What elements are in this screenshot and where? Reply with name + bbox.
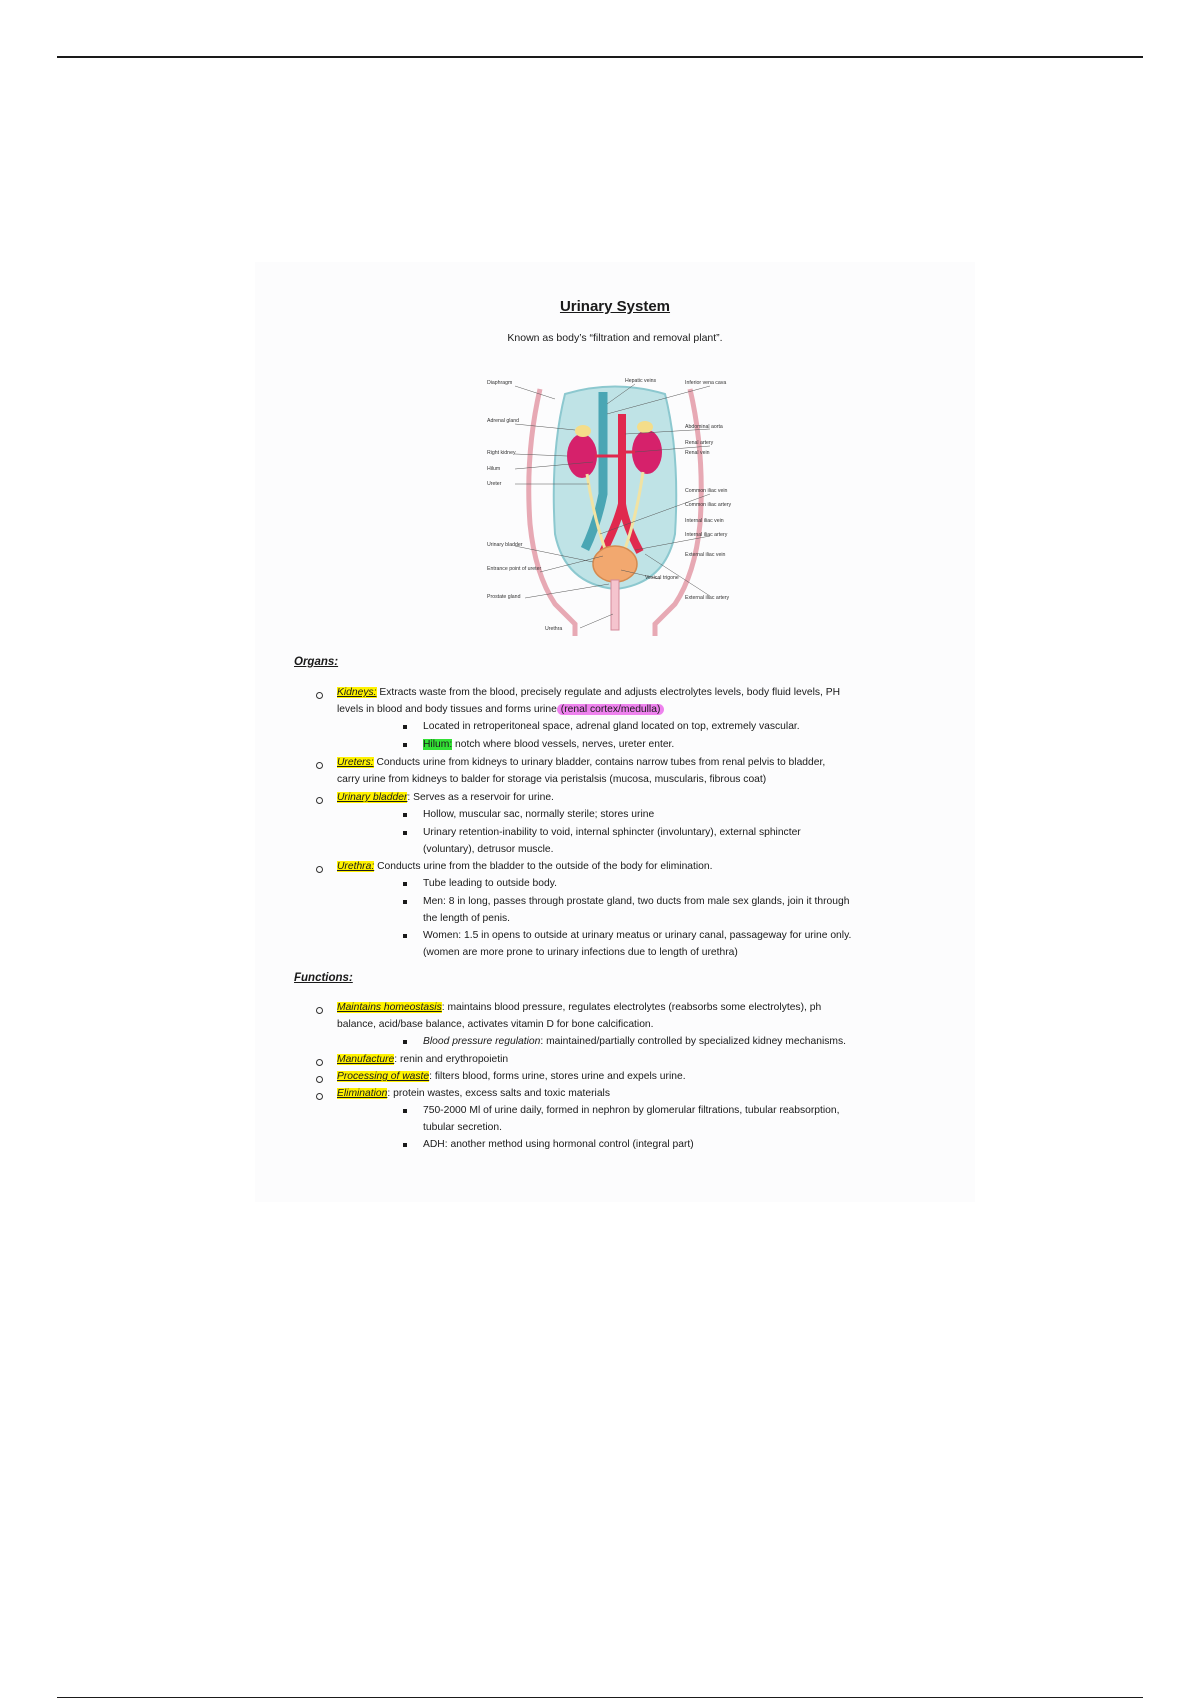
document-title: Urinary System	[559, 298, 671, 315]
label-external-iliac-artery: External iliac artery	[685, 595, 730, 601]
label-right-kidney: Right kidney	[487, 450, 516, 456]
label-prostate-gland: Prostate gland	[487, 594, 521, 600]
hilum-text: notch where blood vessels, nerves, ureter enter.	[452, 739, 675, 750]
bullet-circle	[316, 1093, 323, 1100]
bullet-circle	[316, 797, 323, 804]
label-common-iliac-artery: Common iliac artery	[685, 502, 732, 508]
ureters-item-cont: carry urine from kidneys to balder for storage via peristalsis (mucosa, muscularis, fibrous coat)	[337, 774, 767, 785]
bp-text: : maintained/partially controlled by specialized kidney mechanisms.	[540, 1036, 846, 1047]
bullet-circle	[316, 1076, 323, 1083]
functions-heading: Functions:	[294, 972, 353, 984]
label-abdominal-aorta: Abdominal aorta	[685, 424, 723, 430]
elimination-subitem: 750-2000 Ml of urine daily, formed in nephron by glomerular filtrations, tubular reabsorption,	[423, 1105, 840, 1116]
bullet-circle	[316, 1007, 323, 1014]
bullet-square	[403, 813, 407, 817]
bullet-circle	[316, 692, 323, 699]
label-hepatic-veins: Hepatic veins	[625, 378, 657, 384]
hilum-item	[423, 738, 674, 751]
bullet-square	[403, 1143, 407, 1147]
bullet-square	[403, 900, 407, 904]
document-body	[255, 262, 975, 1202]
bladder-item	[337, 791, 554, 804]
hilum-term: Hilum:	[423, 739, 453, 750]
document-page	[255, 262, 975, 1202]
manufacture-term: Manufacture	[337, 1054, 395, 1065]
label-entrance-point-of-ureter: Entrance point of ureter	[487, 566, 542, 572]
label-inferior-vena-cava: Inferior vena cava	[685, 380, 727, 386]
urethra-subitem: Tube leading to outside body.	[423, 878, 557, 889]
bottom-rule	[57, 1697, 1143, 1698]
label-urinary-bladder: Urinary bladder	[487, 542, 523, 548]
bladder-term: Urinary bladder	[337, 792, 408, 803]
kidneys-term: Kidneys:	[337, 687, 377, 698]
urethra-subitem-cont: the length of penis.	[423, 913, 511, 924]
label-urethra: Urethra	[545, 626, 563, 632]
processing-text: : filters blood, forms urine, stores urine and expels urine.	[429, 1071, 686, 1082]
organs-heading: Organs:	[294, 656, 339, 668]
bullet-square	[403, 1040, 407, 1044]
bullet-square	[403, 882, 407, 886]
homeostasis-item	[337, 1001, 821, 1014]
label-vesical-trigone: Vesical trigone	[645, 575, 679, 581]
processing-term: Processing of waste	[337, 1071, 430, 1082]
bp-item	[423, 1035, 846, 1048]
kidneys-text: Extracts waste from the blood, precisely regulate and adjusts electrolytes levels, body fluid levels, PH	[376, 687, 841, 698]
bladder-subitem-cont: (voluntary), detrusor muscle.	[423, 844, 554, 855]
label-internal-iliac-artery: Internal iliac artery	[685, 532, 728, 538]
homeostasis-item-cont: balance, acid/base balance, activates vitamin D for bone calcification.	[337, 1019, 654, 1030]
urethra-subitem: Women: 1.5 in opens to outside at urinary meatus or urinary canal, passageway for urine only.	[423, 930, 852, 941]
elimination-text: : protein wastes, excess salts and toxic materials	[387, 1088, 610, 1099]
kidneys-item	[337, 686, 840, 699]
label-diaphragm: Diaphragm	[487, 380, 513, 386]
manufacture-text: : renin and erythropoietin	[394, 1054, 509, 1065]
bullet-square	[403, 934, 407, 938]
document-subtitle: Known as body’s “filtration and removal plant”.	[507, 332, 723, 344]
elimination-subitem: ADH: another method using hormonal control (integral part)	[423, 1139, 694, 1150]
ureters-text: Conducts urine from kidneys to urinary bladder, contains narrow tubes from renal pelvis to bladder,	[373, 757, 826, 768]
processing-item	[337, 1070, 686, 1083]
label-ureter: Ureter	[487, 481, 502, 487]
kidneys-note: (renal cortex/medulla)	[557, 704, 665, 715]
bullet-square	[403, 725, 407, 729]
elimination-item	[337, 1087, 610, 1100]
bullet-square	[403, 1109, 407, 1113]
urethra-text: Conducts urine from the bladder to the outside of the body for elimination.	[374, 861, 713, 872]
urethra-subitem: Men: 8 in long, passes through prostate gland, two ducts from male sex glands, join it through	[423, 896, 850, 907]
homeostasis-text: : maintains blood pressure, regulates electrolytes (reabsorbs some electrolytes), ph	[441, 1002, 822, 1013]
label-renal-artery: Renal artery	[685, 440, 714, 446]
bladder-subitem: Urinary retention-inability to void, internal sphincter (involuntary), external sphincter	[423, 827, 801, 838]
bladder-subitem: Hollow, muscular sac, normally sterile; stores urine	[423, 809, 655, 820]
top-rule	[57, 56, 1143, 58]
urethra-item	[337, 860, 712, 873]
bladder-text: : Serves as a reservoir for urine.	[407, 792, 554, 803]
kidneys-item-cont	[337, 703, 664, 716]
bp-term: Blood pressure regulation	[423, 1036, 541, 1047]
elimination-subitem-cont: tubular secretion.	[423, 1122, 502, 1133]
manufacture-item	[337, 1053, 508, 1066]
elimination-term: Elimination	[337, 1088, 388, 1099]
urethra-term: Urethra:	[337, 861, 375, 872]
ureters-item	[337, 756, 825, 769]
urethra-subitem-cont: (women are more prone to urinary infections due to length of urethra)	[423, 947, 738, 958]
label-external-iliac-vein: External iliac vein	[685, 552, 726, 558]
bullet-circle	[316, 762, 323, 769]
bullet-square	[403, 831, 407, 835]
label-renal-vein: Renal vein	[685, 450, 710, 456]
bullet-circle	[316, 1059, 323, 1066]
label-hilum: Hilum	[487, 466, 501, 472]
bullet-square	[403, 743, 407, 747]
kidneys-text-2: levels in blood and body tissues and forms urine	[337, 704, 557, 715]
bullet-circle	[316, 866, 323, 873]
kidneys-subitem: Located in retroperitoneal space, adrenal gland located on top, extremely vascular.	[423, 721, 800, 732]
label-internal-iliac-vein: Internal iliac vein	[685, 518, 724, 524]
label-common-iliac-vein: Common iliac vein	[685, 488, 728, 494]
homeostasis-term: Maintains homeostasis	[337, 1002, 442, 1013]
label-adrenal-gland: Adrenal gland	[487, 418, 520, 424]
ureters-term: Ureters:	[337, 757, 374, 768]
